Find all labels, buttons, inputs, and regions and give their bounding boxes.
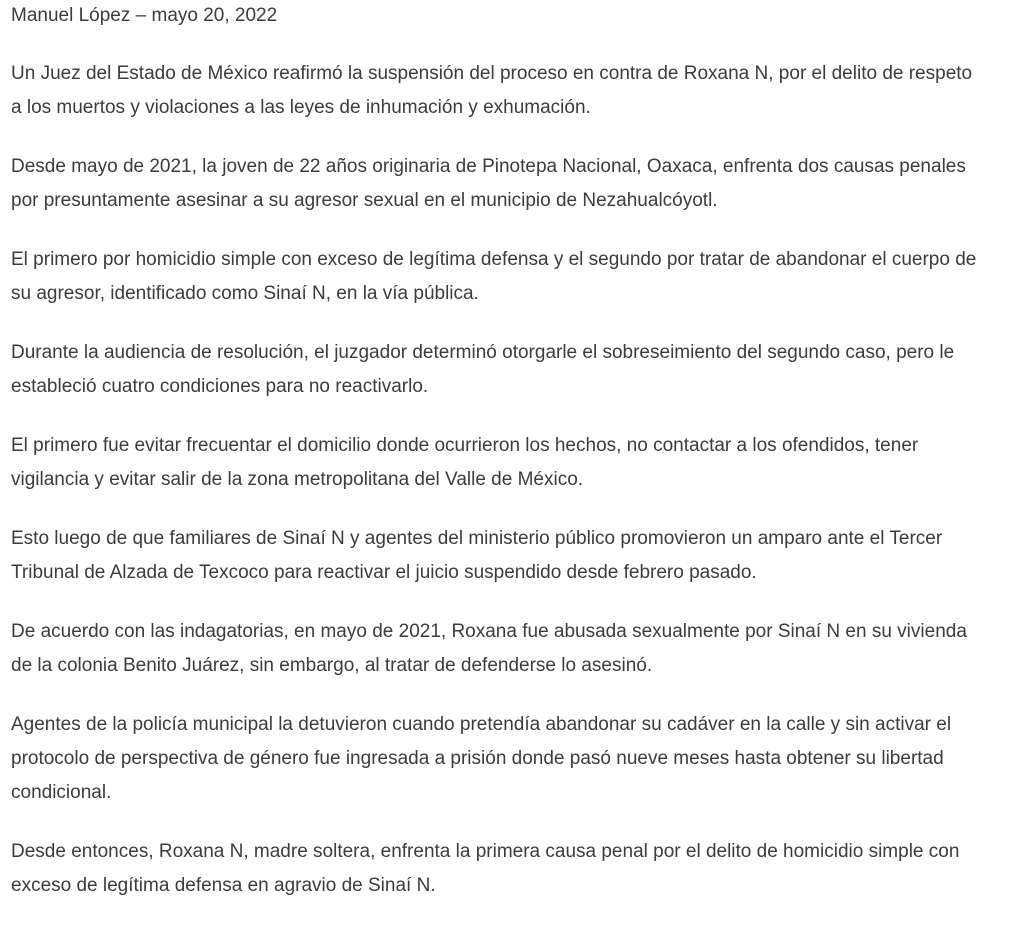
- article-paragraph-8: Agentes de la policía municipal la detuvieron cuando pretendía abandonar su cadáver en la calle y sin activar el protocolo de perspectiva de género fue ingresada a prisión donde pasó nueve meses hasta obtener su libertad condicional.: [11, 714, 952, 803]
- article-paragraph-9: Desde entonces, Roxana N, madre soltera, enfrenta la primera causa penal por el delito de homicidio simple con exceso de legítima defensa en agravio de Sinaí N.: [11, 841, 960, 896]
- article-paragraph-1: Un Juez del Estado de México reafirmó la suspensión del proceso en contra de Roxana N, por el delito de respeto a los muertos y violaciones a las leyes de inhumación y exhumación.: [11, 63, 973, 118]
- article-paragraph-3: El primero por homicidio simple con exceso de legítima defensa y el segundo por tratar de abandonar el cuerpo de su agresor, identificado como Sinaí N, en la vía pública.: [11, 249, 977, 304]
- article-byline: Manuel López – mayo 20, 2022: [11, 5, 278, 26]
- article-paragraph-5: El primero fue evitar frecuentar el domicilio donde ocurrieron los hechos, no contactar a los ofendidos, tener vigilancia y evitar salir de la zona metropolitana del Valle de México.: [11, 435, 919, 490]
- article-paragraph-6: Esto luego de que familiares de Sinaí N y agentes del ministerio público promovieron un amparo ante el Tercer Tribunal de Alzada de Texcoco para reactivar el juicio suspendido desde febrero pasado.: [11, 528, 943, 583]
- article-paragraph-2: Desde mayo de 2021, la joven de 22 años originaria de Pinotepa Nacional, Oaxaca, enfrenta dos causas penales por presuntamente asesinar a su agresor sexual en el municipio de Nezahualcóyotl.: [11, 156, 966, 211]
- article-paragraph-4: Durante la audiencia de resolución, el juzgador determinó otorgarle el sobreseimiento del segundo caso, pero le estableció cuatro condiciones para no reactivarlo.: [11, 342, 955, 397]
- article-paragraph-7: De acuerdo con las indagatorias, en mayo de 2021, Roxana fue abusada sexualmente por Sinaí N en su vivienda de la colonia Benito Juárez, sin embargo, al tratar de defenderse lo asesinó.: [11, 621, 967, 676]
